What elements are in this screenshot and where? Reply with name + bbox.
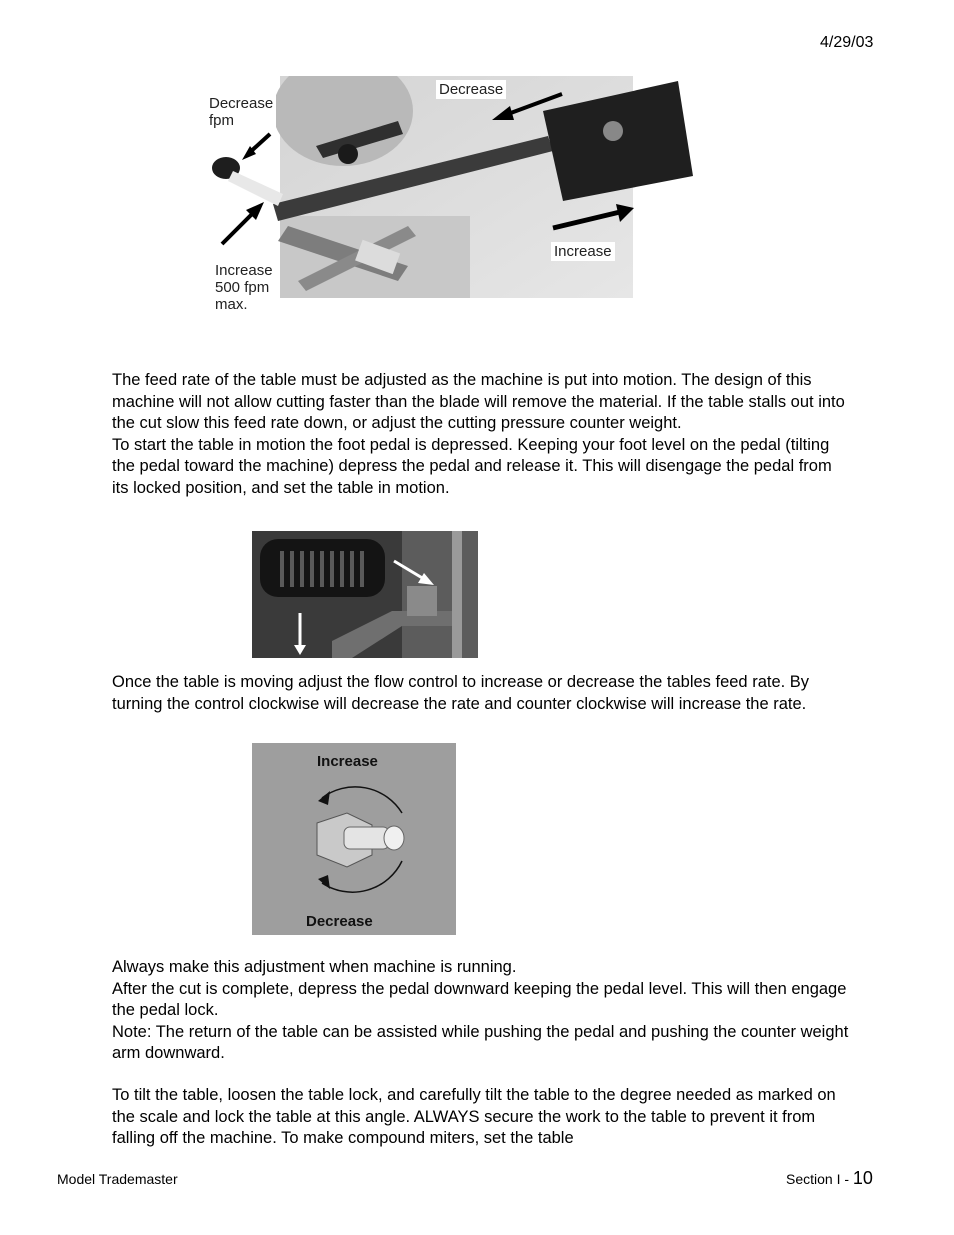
tilt-table-paragraph bbox=[112, 1085, 852, 1150]
flow-decrease-label: Decrease bbox=[306, 913, 373, 930]
page-number: 10 bbox=[852, 1168, 873, 1188]
decrease-label: Decrease bbox=[436, 80, 506, 99]
running-text: Always make this adjustment when machine is running. bbox=[112, 958, 517, 976]
section-label: Section I - bbox=[786, 1171, 850, 1187]
counterweight-arm-photo bbox=[208, 76, 698, 321]
tilt-table-text: To tilt the table, loosen the table lock, and carefully tilt the table to the degree needed as marked on the scale and lock the table at this angle. ALWAYS secure the work to the table to prevent it from falling off the machine. To make compound miters, set the table bbox=[112, 1086, 836, 1147]
increase-label: Increase bbox=[551, 242, 615, 261]
start-table-text: To start the table in motion the foot pedal is depressed. Keeping your foot level on the pedal (tilting the pedal toward the machine) depress the pedal and release it. This will disengage the pedal from its locked position, and set the table in motion. bbox=[112, 435, 832, 497]
flow-control-illustration bbox=[252, 743, 456, 935]
flow-control-text: Once the table is moving adjust the flow control to increase or decrease the tables feed rate. By turning the control clockwise will decrease the rate and counter clockwise will increase the rate. bbox=[112, 673, 810, 713]
flow-control-photo bbox=[252, 743, 456, 935]
running-adjustment-paragraph bbox=[112, 957, 852, 1065]
flow-increase-label: Increase bbox=[317, 753, 378, 770]
decrease-fpm-label: Decrease fpm bbox=[206, 94, 276, 130]
feed-rate-paragraph bbox=[112, 370, 852, 499]
footer-section bbox=[786, 1168, 873, 1189]
counterweight-arm-illustration bbox=[208, 76, 698, 321]
foot-pedal-illustration bbox=[252, 531, 478, 658]
return-note-text: Note: The return of the table can be assisted while pushing the pedal and pushing the counter weight arm downward. bbox=[112, 1022, 849, 1062]
foot-pedal-photo bbox=[252, 531, 478, 658]
increase-max-label: Increase 500 fpm max. bbox=[215, 262, 273, 313]
pedal-lock-text: After the cut is complete, depress the pedal downward keeping the pedal level. This will then engage the pedal lock. bbox=[112, 979, 847, 1019]
feed-rate-text: The feed rate of the table must be adjusted as the machine is put into motion. The design of this machine will not allow cutting faster than the blade will remove the material. If the table stalls out into the cut slow this feed rate down, or adjust the cutting pressure counter weight. bbox=[112, 371, 845, 432]
flow-control-paragraph bbox=[112, 672, 852, 715]
page-date: 4/29/03 bbox=[820, 34, 874, 51]
footer-model: Model Trademaster bbox=[57, 1171, 178, 1187]
